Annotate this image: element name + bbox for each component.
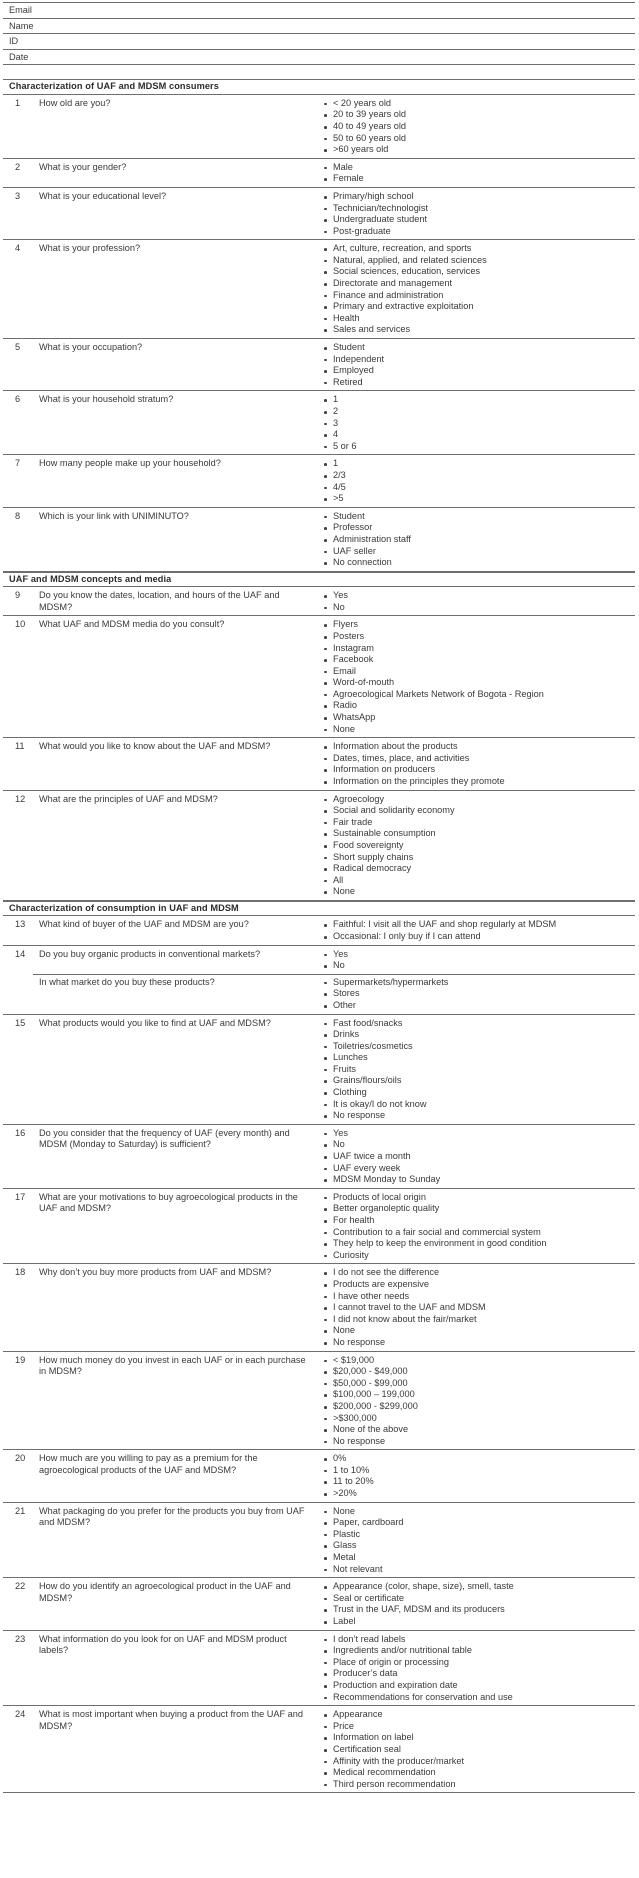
question-row [3,791,635,901]
question-row [3,1578,635,1630]
question-row [3,1189,635,1265]
question-row [3,508,635,572]
question-text: How much money do you invest in each UAF or in each purchase in MDSM? [39,1354,306,1377]
answer-options [321,511,635,569]
field-date: Date [3,49,635,66]
answer-option: Curiosity [321,1250,635,1262]
answer-option: 4/5 [321,482,635,494]
answer-option: >20% [321,1488,635,1500]
answer-option: No connection [321,557,635,569]
answer-option: Professor [321,522,635,534]
answer-option: Other [321,1000,635,1012]
answer-option: 2 [321,406,635,418]
section-heading: UAF and MDSM concepts and media [3,572,635,587]
answer-option: Supermarkets/hypermarkets [321,977,635,989]
question-row [3,1352,635,1451]
answer-option: Primary/high school [321,191,635,203]
answer-option: Flyers [321,619,635,631]
answer-option: Better organoleptic quality [321,1203,635,1215]
question-row [3,240,635,339]
answer-option: >$300,000 [321,1413,635,1425]
answer-options [321,741,635,787]
question-number: 17 [15,1191,26,1202]
answer-option: 3 [321,418,635,430]
answer-option: 0% [321,1453,635,1465]
answer-option: I have other needs [321,1291,635,1303]
field-name: Name [3,18,635,34]
answer-option: 1 [321,458,635,470]
answer-option: Retired [321,377,635,389]
answer-option: UAF twice a month [321,1151,635,1163]
answer-option: Ingredients and/or nutritional table [321,1645,635,1657]
answer-option: I don’t read labels [321,1634,635,1646]
question-text: What is your gender? [39,161,127,172]
answer-option: Female [321,173,635,185]
answer-option: They help to keep the environment in good condition [321,1238,635,1250]
question-text: What kind of buyer of the UAF and MDSM are you? [39,919,249,930]
answer-option: UAF seller [321,546,635,558]
answer-option: Radical democracy [321,863,635,875]
answer-option: I cannot travel to the UAF and MDSM [321,1302,635,1314]
answer-option: Male [321,162,635,174]
question-text: Why don’t you buy more products from UAF and MDSM? [39,1267,272,1278]
question-number: 20 [15,1453,26,1464]
answer-option: No response [321,1110,635,1122]
question-row [3,1015,635,1125]
answer-option: Agroecological Markets Network of Bogota - Region [321,689,635,701]
answer-option: Radio [321,700,635,712]
answer-option: Place of origin or processing [321,1657,635,1669]
answer-option: UAF every week [321,1163,635,1175]
answer-options [321,1709,635,1790]
question-row [3,916,635,945]
answer-option: Seal or certificate [321,1593,635,1605]
question-row [3,738,635,790]
question-row [3,1503,635,1579]
answer-option: Faithful: I visit all the UAF and shop regularly at MDSM [321,919,635,931]
answer-options [321,342,635,388]
answer-options [321,619,635,735]
answer-option: Student [321,511,635,523]
spacer [3,65,635,79]
question-number: 6 [15,394,21,405]
answer-options [321,191,635,237]
answer-option: Producer’s data [321,1668,635,1680]
answer-option: Employed [321,365,635,377]
respondent-fields [3,2,635,65]
answer-options [321,977,635,1012]
question-number: 7 [15,458,21,469]
answer-option: None [321,1506,635,1518]
answer-options [321,919,635,942]
answer-option: < 20 years old [321,98,635,110]
answer-option: Sustainable consumption [321,828,635,840]
question-text: What is most important when buying a product from the UAF and MDSM? [39,1709,304,1731]
question-row [3,1450,635,1502]
question-text: Do you know the dates, location, and hours of the UAF and MDSM? [39,590,280,612]
answer-option: None [321,724,635,736]
answer-option: 40 to 49 years old [321,121,635,133]
answer-options [321,949,635,972]
answer-options [321,162,635,185]
answer-option: 1 [321,394,635,406]
answer-options [321,1128,635,1186]
answer-option: Not relevant [321,1564,635,1576]
answer-option: Information on the principles they promote [321,776,635,788]
question-row [3,1125,635,1189]
question-text: How do you identify an agroecological product in the UAF and MDSM? [39,1581,291,1603]
answer-option: Glass [321,1540,635,1552]
answer-option: Paper, cardboard [321,1517,635,1529]
question-number: 21 [15,1505,26,1516]
question-text: What information do you look for on UAF and MDSM product labels? [39,1633,287,1656]
section-heading: Characterization of UAF and MDSM consumers [3,79,635,94]
answer-option: Short supply chains [321,852,635,864]
answer-options [321,458,635,504]
answer-option: $100,000 – 199,000 [321,1389,635,1401]
answer-option: Posters [321,631,635,643]
answer-option: WhatsApp [321,712,635,724]
answer-option: Yes [321,949,635,961]
answer-option: Clothing [321,1087,635,1099]
question-number: 3 [15,190,21,201]
question-number: 11 [15,741,25,752]
question-row [3,1706,635,1793]
answer-options [321,98,635,156]
question-number [3,977,37,1012]
answer-option: 4 [321,429,635,441]
question-row [3,1264,635,1351]
answer-option: 50 to 60 years old [321,133,635,145]
answer-option: $50,000 - $99,000 [321,1378,635,1390]
answer-option: Grains/flours/oils [321,1075,635,1087]
question-text: In what market do you buy these products? [39,976,215,987]
question-text: What UAF and MDSM media do you consult? [39,619,225,630]
answer-option: Yes [321,1128,635,1140]
answer-option: Recommendations for conservation and use [321,1692,635,1704]
question-row [3,455,635,507]
question-number: 16 [15,1127,26,1138]
answer-options [321,1453,635,1499]
answer-option: Post-graduate [321,226,635,238]
answer-option: Production and expiration date [321,1680,635,1692]
answer-option: Word-of-mouth [321,677,635,689]
answer-option: No response [321,1436,635,1448]
question-text: What is your educational level? [39,190,167,201]
question-number: 8 [15,510,21,521]
answer-option: $20,000 - $49,000 [321,1366,635,1378]
question-text: What is your household stratum? [39,394,174,405]
answer-option: Drinks [321,1029,635,1041]
section-heading: Characterization of consumption in UAF and MDSM [3,901,635,916]
answer-option: Price [321,1721,635,1733]
answer-option: For health [321,1215,635,1227]
answer-option: Instagram [321,643,635,655]
field-id: ID [3,33,635,49]
answer-option: 2/3 [321,470,635,482]
question-text: What is your profession? [39,243,141,254]
answer-option: Dates, times, place, and activities [321,753,635,765]
question-number: 4 [15,243,21,254]
answer-option: Trust in the UAF, MDSM and its producers [321,1604,635,1616]
question-number: 13 [15,919,26,930]
question-text: What are your motivations to buy agroecological products in the UAF and MDSM? [39,1191,298,1214]
answer-option: No [321,602,635,614]
answer-option: 20 to 39 years old [321,109,635,121]
answer-option: 11 to 20% [321,1476,635,1488]
answer-option: Information about the products [321,741,635,753]
answer-option: Information on label [321,1732,635,1744]
question-text: Which is your link with UNIMINUTO? [39,510,189,521]
answer-option: Food sovereignty [321,840,635,852]
answer-option: Fair trade [321,817,635,829]
answer-option: Metal [321,1552,635,1564]
answer-option: MDSM Monday to Sunday [321,1174,635,1186]
question-row [3,339,635,391]
question-number: 9 [15,590,21,601]
question-text: Do you consider that the frequency of UAF (every month) and MDSM (Monday to Saturday) is sufficient? [39,1127,290,1150]
answer-option: No [321,960,635,972]
answer-option: Stores [321,988,635,1000]
answer-options [321,1018,635,1122]
question-number: 18 [15,1267,26,1278]
question-number: 15 [15,1017,26,1028]
question-text: How old are you? [39,97,111,108]
answer-option: Toiletries/cosmetics [321,1041,635,1053]
survey-table [3,0,635,1793]
answer-option: All [321,875,635,887]
answer-option: None of the above [321,1424,635,1436]
answer-option: I did not know about the fair/market [321,1314,635,1326]
answer-option: Social and solidarity economy [321,805,635,817]
question-row [3,391,635,455]
question-number: 5 [15,342,21,353]
question-text: What packaging do you prefer for the products you buy from UAF and MDSM? [39,1505,305,1528]
answer-option: Information on producers [321,764,635,776]
question-text: Do you buy organic products in conventional markets? [39,948,261,959]
question-row [3,188,635,240]
question-row [3,616,635,738]
answer-option: Health [321,313,635,325]
answer-option: Certification seal [321,1744,635,1756]
answer-option: Finance and administration [321,290,635,302]
answer-option: Email [321,666,635,678]
answer-option: Lunches [321,1052,635,1064]
answer-option: Social sciences, education, services [321,266,635,278]
answer-option: Fruits [321,1064,635,1076]
question-number: 22 [15,1581,26,1592]
question-text: What is your occupation? [39,342,143,353]
answer-option: None [321,1325,635,1337]
question-number: 19 [15,1354,26,1365]
answer-options [321,794,635,898]
answer-option: Label [321,1616,635,1628]
question-number: 1 [15,97,21,108]
answer-option: Appearance [321,1709,635,1721]
answer-options [321,1506,635,1576]
question-row [3,1631,635,1707]
answer-option: Sales and services [321,324,635,336]
answer-option: Contribution to a fair social and commercial system [321,1227,635,1239]
field-email: Email [3,2,635,18]
answer-options [321,1267,635,1348]
answer-option: Third person recommendation [321,1779,635,1791]
answer-option: Administration staff [321,534,635,546]
answer-option: $200,000 - $299,000 [321,1401,635,1413]
answer-option: Technician/technologist [321,203,635,215]
answer-option: Appearance (color, shape, size), smell, taste [321,1581,635,1593]
question-number: 12 [15,793,26,804]
answer-option: >5 [321,493,635,505]
answer-option: Plastic [321,1529,635,1541]
question-row [3,587,635,616]
question-row [3,974,635,1015]
question-row [3,95,635,159]
answer-option: Products of local origin [321,1192,635,1204]
question-text: How much are you willing to pay as a premium for the agroecological products of the UAF and MDSM? [39,1453,258,1475]
answer-option: I do not see the difference [321,1267,635,1279]
answer-option: No [321,1139,635,1151]
answer-option: Occasional: I only buy if I can attend [321,931,635,943]
question-number: 23 [15,1633,26,1644]
answer-option: Medical recommendation [321,1767,635,1779]
answer-options [321,243,635,336]
question-text: What products would you like to find at UAF and MDSM? [39,1017,271,1028]
answer-option: It is okay/I do not know [321,1099,635,1111]
answer-option: Products are expensive [321,1279,635,1291]
question-number: 10 [15,619,26,630]
question-text: How many people make up your household? [39,458,221,469]
answer-option: Undergraduate student [321,214,635,226]
answer-option: Art, culture, recreation, and sports [321,243,635,255]
answer-option: 5 or 6 [321,441,635,453]
question-sections [3,79,635,1793]
answer-option: Student [321,342,635,354]
answer-option: Directorate and management [321,278,635,290]
question-number: 24 [15,1709,26,1720]
answer-option: Yes [321,590,635,602]
answer-option: 1 to 10% [321,1465,635,1477]
answer-options [321,590,635,613]
answer-options [321,1634,635,1704]
answer-option: Fast food/snacks [321,1018,635,1030]
answer-options [321,394,635,452]
answer-option: Independent [321,354,635,366]
question-row [3,159,635,188]
answer-option: None [321,886,635,898]
question-number: 2 [15,161,21,172]
answer-option: Affinity with the producer/market [321,1756,635,1768]
answer-options [321,1355,635,1448]
question-text: What are the principles of UAF and MDSM? [39,793,218,804]
answer-option: >60 years old [321,144,635,156]
answer-option: Natural, applied, and related sciences [321,255,635,267]
answer-option: No response [321,1337,635,1349]
answer-options [321,1581,635,1627]
answer-option: Agroecology [321,794,635,806]
answer-options [321,1192,635,1262]
question-number: 14 [15,948,26,959]
question-row [3,946,635,974]
answer-option: Facebook [321,654,635,666]
answer-option: Primary and extractive exploitation [321,301,635,313]
question-text: What would you like to know about the UAF and MDSM? [39,741,271,752]
answer-option: < $19,000 [321,1355,635,1367]
